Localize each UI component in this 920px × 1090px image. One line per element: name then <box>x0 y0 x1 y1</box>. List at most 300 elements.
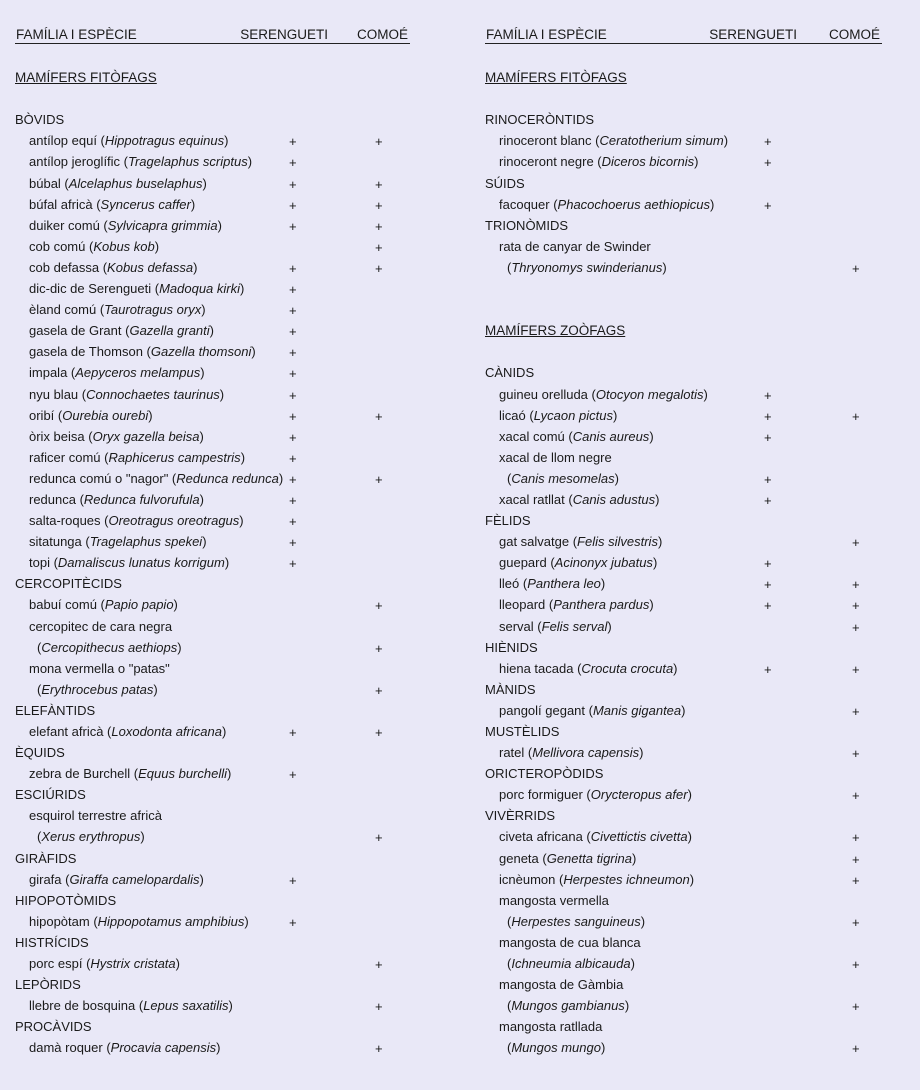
scientific-name: Manis gigantea <box>592 702 682 718</box>
species-row <box>470 827 910 848</box>
species-row <box>0 532 440 553</box>
family-name: ESCIÚRIDS <box>15 787 86 803</box>
species-row <box>470 448 910 469</box>
comoe-presence-mark: + <box>375 1041 383 1057</box>
species-label <box>29 597 178 612</box>
species-label <box>507 471 619 486</box>
common-name: civeta africana ( <box>499 829 591 845</box>
family-name: HISTRÍCIDS <box>15 934 89 950</box>
species-label <box>29 956 180 971</box>
common-name: salta-roques ( <box>29 513 109 529</box>
family-heading <box>470 511 910 532</box>
closing-paren: ) <box>687 787 692 803</box>
scientific-name: Xerus erythropus <box>41 829 141 845</box>
scientific-name: Lycaon pictus <box>533 407 613 423</box>
serengueti-presence-mark: + <box>764 408 772 424</box>
common-name: ( <box>507 1040 512 1056</box>
common-name: guineu orelluda ( <box>499 386 596 402</box>
species-label <box>29 1040 221 1055</box>
common-name: ( <box>507 470 512 486</box>
table-header <box>15 26 410 44</box>
family-name: MÀNIDS <box>485 681 536 697</box>
comoe-presence-mark: + <box>852 260 860 276</box>
spacer-row <box>470 89 910 110</box>
common-name: topi ( <box>29 555 58 571</box>
closing-paren: ) <box>201 302 206 318</box>
species-label <box>37 682 158 697</box>
family-name: TRIONÒMIDS <box>485 217 569 233</box>
comoe-presence-mark: + <box>852 1041 860 1057</box>
common-name: ( <box>507 998 512 1014</box>
closing-paren: ) <box>227 766 232 782</box>
species-row <box>470 975 910 996</box>
species-row <box>470 195 910 216</box>
family-heading <box>470 110 910 131</box>
closing-paren: ) <box>639 745 644 761</box>
species-label <box>29 387 224 402</box>
scientific-name: Hystrix cristata <box>90 956 176 972</box>
serengueti-presence-mark: + <box>764 556 772 572</box>
serengueti-presence-mark: + <box>289 176 297 192</box>
closing-paren: ) <box>140 829 145 845</box>
species-label <box>499 429 654 444</box>
scientific-name: Thryonomys swinderianus <box>511 259 663 275</box>
header-comoe: COMOÉ <box>828 27 880 42</box>
closing-paren: ) <box>681 702 686 718</box>
family-heading <box>0 849 440 870</box>
common-name: nyu blau ( <box>29 386 87 402</box>
species-label <box>499 851 636 866</box>
spacer-row <box>470 279 910 300</box>
common-name: esquirol terrestre africà <box>29 808 162 824</box>
species-row <box>470 237 910 258</box>
scientific-name: Diceros bicornis <box>601 154 695 170</box>
section-heading <box>470 68 910 89</box>
scientific-name: Giraffa camelopardalis <box>69 871 200 887</box>
serengueti-presence-mark: + <box>289 387 297 403</box>
serengueti-presence-mark: + <box>289 872 297 888</box>
species-label <box>499 787 692 802</box>
scientific-name: Loxodonta africana <box>111 724 222 739</box>
family-name: LEPÒRIDS <box>15 977 81 993</box>
common-name: dic-dic de Serengueti ( <box>29 281 160 297</box>
comoe-presence-mark: + <box>852 703 860 719</box>
common-name: licaó ( <box>499 407 534 423</box>
family-heading <box>470 764 910 785</box>
serengueti-presence-mark: + <box>289 345 297 361</box>
family-name: MUSTÈLIDS <box>485 724 560 739</box>
serengueti-presence-mark: + <box>289 134 297 150</box>
comoe-presence-mark: + <box>852 914 860 930</box>
closing-paren: ) <box>148 407 153 423</box>
family-heading <box>0 110 440 131</box>
common-name: antílop equí ( <box>29 133 105 149</box>
species-label <box>499 745 644 760</box>
table-header <box>485 26 882 44</box>
closing-paren: ) <box>202 534 207 550</box>
closing-paren: ) <box>655 491 660 507</box>
species-row <box>470 891 910 912</box>
closing-paren: ) <box>278 470 284 486</box>
section-title: MAMÍFERS FITÒFAGS <box>485 70 627 86</box>
closing-paren: ) <box>240 449 246 465</box>
common-name: girafa ( <box>29 871 70 887</box>
species-label <box>499 829 692 844</box>
serengueti-presence-mark: + <box>764 387 772 403</box>
scientific-name: Cercopithecus aethiops <box>41 639 178 655</box>
comoe-presence-mark: + <box>852 851 860 867</box>
family-name: GIRÀFIDS <box>15 850 77 866</box>
family-heading <box>0 933 440 954</box>
family-name: HIPOPOTÒMIDS <box>15 892 117 908</box>
family-name: RINOCERÒNTIDS <box>485 112 595 128</box>
common-name: serval ( <box>499 618 542 634</box>
species-label <box>499 703 685 718</box>
serengueti-presence-mark: + <box>289 535 297 551</box>
closing-paren: ) <box>247 154 253 170</box>
closing-paren: ) <box>209 323 215 339</box>
species-row <box>470 152 910 173</box>
species-row <box>0 638 440 659</box>
species-label <box>29 302 206 317</box>
common-name: antílop jeroglífic ( <box>29 154 128 170</box>
closing-paren: ) <box>710 196 715 212</box>
closing-paren: ) <box>624 998 630 1014</box>
header-family: FAMÍLIA I ESPÈCIE <box>486 27 607 42</box>
species-row <box>0 279 440 300</box>
species-row <box>0 427 440 448</box>
species-label <box>29 450 245 465</box>
common-name: mona vermella o "patas" <box>29 660 170 676</box>
species-row <box>0 595 440 616</box>
species-label <box>29 808 162 823</box>
species-label <box>507 1040 605 1055</box>
family-heading <box>470 174 910 195</box>
comoe-presence-mark: + <box>375 830 383 846</box>
closing-paren: ) <box>217 217 222 233</box>
common-name: cob defassa ( <box>29 259 108 275</box>
family-name: CERCOPITÈCIDS <box>15 576 122 592</box>
scientific-name: Felis serval <box>541 618 608 634</box>
common-name: rinoceront negre ( <box>499 154 602 170</box>
species-row <box>470 849 910 870</box>
family-heading <box>470 638 910 659</box>
closing-paren: ) <box>600 576 606 592</box>
serengueti-presence-mark: + <box>289 155 297 171</box>
species-label <box>499 450 612 465</box>
species-label <box>499 197 714 212</box>
common-name: cob comú ( <box>29 238 94 254</box>
common-name: gat salvatge ( <box>499 534 578 550</box>
comoe-presence-mark: + <box>375 134 383 150</box>
comoe-presence-mark: + <box>852 999 860 1015</box>
scientific-name: Alcelaphus buselaphus <box>68 175 203 191</box>
family-name: HIÈNIDS <box>485 639 538 655</box>
scientific-name: Hippopotamus amphibius <box>97 913 245 929</box>
spacer-row <box>470 300 910 321</box>
closing-paren: ) <box>224 555 230 571</box>
closing-paren: ) <box>649 597 654 613</box>
common-name: impala ( <box>29 365 76 381</box>
family-name: SÚIDS <box>485 175 525 191</box>
species-row <box>0 152 440 173</box>
section-title: MAMÍFERS ZOÒFAGS <box>485 323 626 339</box>
comoe-presence-mark: + <box>852 830 860 846</box>
family-heading <box>0 701 440 722</box>
species-row <box>0 258 440 279</box>
common-name: damà roquer ( <box>29 1040 111 1056</box>
species-label <box>499 133 728 148</box>
species-row <box>0 764 440 785</box>
serengueti-presence-mark: + <box>764 197 772 213</box>
species-row <box>470 532 910 553</box>
closing-paren: ) <box>216 1040 221 1056</box>
scientific-name: Sylvicapra grimmia <box>107 217 218 233</box>
family-heading <box>470 216 910 237</box>
scientific-name: Canis adustus <box>572 491 656 507</box>
species-label <box>29 555 229 570</box>
scientific-name: Hippotragus equinus <box>104 133 225 149</box>
common-name: cercopitec de cara negra <box>29 618 173 634</box>
scientific-name: Ichneumia albicauda <box>511 956 631 972</box>
closing-paren: ) <box>630 956 635 972</box>
species-row <box>470 785 910 806</box>
species-row <box>0 827 440 848</box>
closing-paren: ) <box>199 428 204 444</box>
scientific-name: Canis mesomelas <box>511 470 615 486</box>
species-label <box>507 260 667 275</box>
family-name: PROCÀVIDS <box>15 1019 92 1035</box>
species-label <box>499 597 654 612</box>
closing-paren: ) <box>190 196 196 212</box>
common-name: mangosta de cua blanca <box>499 934 641 950</box>
scientific-name: Kobus defassa <box>107 259 194 275</box>
species-row <box>470 954 910 975</box>
species-row <box>0 806 440 827</box>
species-row <box>470 385 910 406</box>
spacer-row <box>0 47 440 68</box>
scientific-name: Felis silvestris <box>577 534 658 550</box>
header-serengueti: SERENGUETI <box>240 27 328 42</box>
species-label <box>499 387 708 402</box>
species-row <box>470 996 910 1017</box>
species-row <box>470 870 910 891</box>
species-row <box>470 469 910 490</box>
species-label <box>499 661 678 676</box>
closing-paren: ) <box>154 238 160 254</box>
species-row <box>470 659 910 680</box>
closing-paren: ) <box>614 470 620 486</box>
scientific-name: Ourebia ourebi <box>62 407 149 423</box>
common-name: redunca comú o "nagor" ( <box>29 470 177 486</box>
scientific-name: Tragelaphus scriptus <box>128 154 248 170</box>
species-row <box>470 912 910 933</box>
species-label <box>29 492 204 507</box>
closing-paren: ) <box>652 555 658 571</box>
spacer-row <box>470 47 910 68</box>
species-label <box>29 619 172 634</box>
species-label <box>29 365 205 380</box>
comoe-presence-mark: + <box>852 788 860 804</box>
scientific-name: Raphicerus campestris <box>108 449 241 465</box>
species-row <box>0 511 440 532</box>
species-row <box>470 595 910 616</box>
species-row <box>0 131 440 152</box>
comoe-presence-mark: + <box>375 682 383 698</box>
species-label <box>499 576 605 591</box>
species-row <box>0 406 440 427</box>
species-row <box>0 912 440 933</box>
scientific-name: Papio papio <box>104 597 174 613</box>
comoe-presence-mark: + <box>375 408 383 424</box>
common-name: sitatunga ( <box>29 534 90 550</box>
species-label <box>499 935 641 950</box>
family-heading <box>0 785 440 806</box>
serengueti-presence-mark: + <box>289 914 297 930</box>
comoe-presence-mark: + <box>375 471 383 487</box>
scientific-name: Panthera leo <box>527 576 601 592</box>
closing-paren: ) <box>612 407 618 423</box>
family-heading <box>470 680 910 701</box>
species-label <box>29 176 207 191</box>
comoe-presence-mark: + <box>852 619 860 635</box>
header-comoe: COMOÉ <box>356 27 408 42</box>
scientific-name: Redunca fulvorufula <box>83 491 200 507</box>
comoe-presence-mark: + <box>375 218 383 234</box>
common-name: guepard ( <box>499 555 555 571</box>
serengueti-presence-mark: + <box>764 661 772 677</box>
species-row <box>0 216 440 237</box>
scientific-name: Mungos mungo <box>511 1040 601 1056</box>
comoe-presence-mark: + <box>852 577 860 593</box>
serengueti-presence-mark: + <box>289 556 297 572</box>
family-name: ÈQUIDS <box>15 745 65 761</box>
species-row <box>470 1038 910 1059</box>
scientific-name: Syncerus caffer <box>100 196 191 212</box>
scientific-name: Gazella granti <box>129 323 210 339</box>
serengueti-presence-mark: + <box>289 366 297 382</box>
species-list <box>470 47 910 1060</box>
scientific-name: Connochaetes taurinus <box>86 386 220 402</box>
species-row <box>470 617 910 638</box>
scientific-name: Oryx gazella beisa <box>92 428 200 444</box>
species-label <box>29 513 244 528</box>
species-row <box>470 1017 910 1038</box>
comoe-presence-mark: + <box>375 598 383 614</box>
comoe-presence-mark: + <box>375 260 383 276</box>
species-label <box>29 344 256 359</box>
serengueti-presence-mark: + <box>289 260 297 276</box>
serengueti-presence-mark: + <box>289 514 297 530</box>
species-row <box>470 574 910 595</box>
scientific-name: Aepyceros melampus <box>75 365 201 381</box>
closing-paren: ) <box>219 386 225 402</box>
serengueti-presence-mark: + <box>289 767 297 783</box>
comoe-presence-mark: + <box>852 408 860 424</box>
common-name: raficer comú ( <box>29 449 109 465</box>
closing-paren: ) <box>199 491 204 507</box>
closing-paren: ) <box>224 133 229 149</box>
common-name: xacal de llom negre <box>499 449 612 465</box>
family-name: VIVÈRRIDS <box>485 808 556 824</box>
closing-paren: ) <box>173 597 178 613</box>
serengueti-presence-mark: + <box>289 324 297 340</box>
species-label <box>29 154 252 169</box>
closing-paren: ) <box>177 639 182 655</box>
species-label <box>499 534 662 549</box>
comoe-presence-mark: + <box>375 640 383 656</box>
species-label <box>499 619 612 634</box>
common-name: xacal comú ( <box>499 428 573 444</box>
species-row <box>0 490 440 511</box>
scientific-name: Canis aureus <box>572 428 650 444</box>
comoe-presence-mark: + <box>852 661 860 677</box>
species-label <box>499 872 694 887</box>
closing-paren: ) <box>689 871 695 887</box>
species-row <box>0 870 440 891</box>
family-heading <box>470 722 910 743</box>
common-name: ( <box>37 639 42 655</box>
closing-paren: ) <box>687 829 692 845</box>
serengueti-presence-mark: + <box>764 492 772 508</box>
species-label <box>29 661 170 676</box>
common-name: rinoceront blanc ( <box>499 133 600 149</box>
family-name: CÀNIDS <box>485 365 535 381</box>
common-name: ( <box>507 956 512 972</box>
species-label <box>29 197 195 212</box>
species-row <box>0 237 440 258</box>
family-heading <box>470 363 910 384</box>
scientific-name: Madoqua kirki <box>159 281 241 297</box>
serengueti-presence-mark: + <box>289 408 297 424</box>
common-name: zebra de Burchell ( <box>29 766 139 782</box>
species-row <box>0 1038 440 1059</box>
closing-paren: ) <box>251 344 256 360</box>
scientific-name: Mungos gambianus <box>511 998 625 1014</box>
common-name: èland comú ( <box>29 302 105 318</box>
species-label <box>29 429 204 444</box>
serengueti-presence-mark: + <box>764 155 772 171</box>
scientific-name: Redunca redunca <box>176 470 279 486</box>
section-heading <box>470 321 910 342</box>
family-heading <box>0 743 440 764</box>
species-label <box>29 408 153 423</box>
common-name: ( <box>37 829 42 845</box>
comoe-presence-mark: + <box>852 535 860 551</box>
family-heading <box>0 975 440 996</box>
species-row <box>0 996 440 1017</box>
scientific-name: Civettictis civetta <box>590 829 688 845</box>
common-name: hiena tacada ( <box>499 660 582 676</box>
common-name: gasela de Grant ( <box>29 323 130 339</box>
comoe-presence-mark: + <box>375 239 383 255</box>
family-heading <box>0 1017 440 1038</box>
species-label <box>29 998 233 1013</box>
scientific-name: Genetta tigrina <box>546 850 632 866</box>
closing-paren: ) <box>200 365 205 381</box>
family-heading <box>0 891 440 912</box>
header-serengueti: SERENGUETI <box>709 27 797 42</box>
species-row <box>0 321 440 342</box>
common-name: porc espí ( <box>29 956 91 972</box>
closing-paren: ) <box>649 428 654 444</box>
species-row <box>470 553 910 574</box>
species-row <box>0 659 440 680</box>
scientific-name: Kobus kob <box>93 238 155 254</box>
species-row <box>470 743 910 764</box>
closing-paren: ) <box>607 618 612 634</box>
common-name: lleopard ( <box>499 597 554 613</box>
